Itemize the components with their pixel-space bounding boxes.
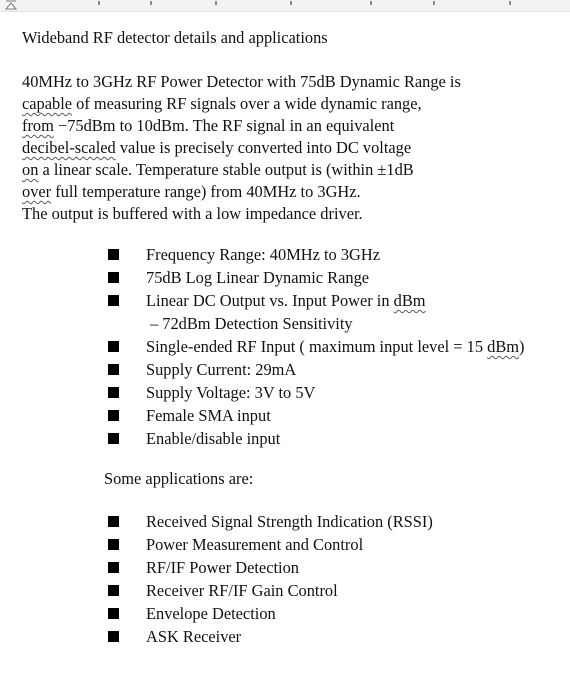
list-item (22, 312, 567, 335)
list-item-text: RF/IF Power Detection (146, 558, 299, 577)
list-item-text: Female SMA input (146, 406, 271, 425)
features-list (22, 243, 567, 450)
list-item (22, 335, 567, 358)
square-bullet-icon (108, 608, 119, 619)
square-bullet-icon (108, 364, 119, 375)
intro-text: a linear scale. Temperature stable output is (within ±1dB (38, 160, 414, 179)
intro-line (22, 93, 567, 115)
ruler-tick (215, 1, 217, 5)
intro-line (22, 181, 567, 203)
square-bullet-icon (108, 585, 119, 596)
ruler-tick (98, 1, 100, 5)
square-bullet-icon (108, 631, 119, 642)
square-bullet-icon (108, 410, 119, 421)
list-item-text: Supply Voltage: 3V to 5V (146, 383, 316, 402)
square-bullet-icon (108, 387, 119, 398)
document-body (22, 27, 567, 648)
square-bullet-icon (108, 539, 119, 550)
list-item (22, 404, 567, 427)
list-item (22, 556, 567, 579)
intro-text: 40MHz to 3GHz RF Power Detector with 75dB Dynamic Range is (22, 72, 461, 91)
square-bullet-icon (108, 272, 119, 283)
list-item-text: Frequency Range: 40MHz to 3GHz (146, 245, 380, 264)
intro-line (22, 159, 567, 181)
spellcheck-word: dBm (393, 291, 426, 310)
ruler-tick (150, 1, 152, 5)
intro-line (22, 115, 567, 137)
intro-line (22, 137, 567, 159)
list-item-text: Enable/disable input (146, 429, 281, 448)
square-bullet-icon (108, 516, 119, 527)
list-item (22, 289, 567, 312)
spellcheck-word: on (22, 160, 39, 179)
ruler-tick (290, 1, 292, 5)
square-bullet-icon (108, 341, 119, 352)
list-item (22, 602, 567, 625)
spellcheck-word: over (22, 182, 52, 201)
list-item (22, 266, 567, 289)
list-item-text: Envelope Detection (146, 604, 276, 623)
list-item-text: ) (519, 337, 525, 356)
list-item (22, 358, 567, 381)
ruler (0, 0, 570, 12)
list-item (22, 579, 567, 602)
ruler-tick (509, 1, 511, 5)
list-item-text: Power Measurement and Control (146, 535, 364, 554)
document-title: Wideband RF detector details and applications (22, 28, 328, 47)
list-item-text: Single-ended RF Input ( maximum input level = 15 (146, 337, 488, 356)
list-item-text: Linear DC Output vs. Input Power in (146, 291, 394, 310)
list-item (22, 625, 567, 648)
spellcheck-word: capable (22, 94, 73, 113)
intro-line (22, 71, 567, 93)
intro-text: The output is buffered with a low impedance driver. (22, 204, 363, 223)
square-bullet-icon (108, 562, 119, 573)
square-bullet-icon (108, 249, 119, 260)
spellcheck-word: from (22, 116, 54, 135)
applications-list (22, 510, 567, 648)
ruler-tick (433, 1, 435, 5)
intro-paragraph (22, 71, 567, 225)
list-item-text: ASK Receiver (146, 627, 242, 646)
list-item-text: Supply Current: 29mA (146, 360, 297, 379)
list-item (22, 381, 567, 404)
square-bullet-icon (108, 295, 119, 306)
applications-heading: Some applications are: (104, 469, 254, 488)
spellcheck-word: dBm (487, 337, 520, 356)
indent-marker-icon[interactable] (5, 0, 17, 10)
intro-text: of measuring RF signals over a wide dynamic range, (72, 94, 422, 113)
list-item-text: – 72dBm Detection Sensitivity (150, 314, 353, 333)
list-item-text: Received Signal Strength Indication (RSSI) (146, 512, 433, 531)
intro-text: value is precisely converted into DC voltage (115, 138, 412, 157)
list-item (22, 533, 567, 556)
ruler-tick (370, 1, 372, 5)
list-item-text: Receiver RF/IF Gain Control (146, 581, 338, 600)
list-item (22, 510, 567, 533)
list-item (22, 243, 567, 266)
intro-text: −75dBm to 10dBm. The RF signal in an equivalent (53, 116, 395, 135)
intro-text: full temperature range) from 40MHz to 3GHz. (51, 182, 361, 201)
list-item-text: 75dB Log Linear Dynamic Range (146, 268, 370, 287)
intro-line (22, 203, 567, 225)
list-item (22, 427, 567, 450)
spellcheck-word: decibel-scaled (22, 138, 116, 157)
square-bullet-icon (108, 433, 119, 444)
